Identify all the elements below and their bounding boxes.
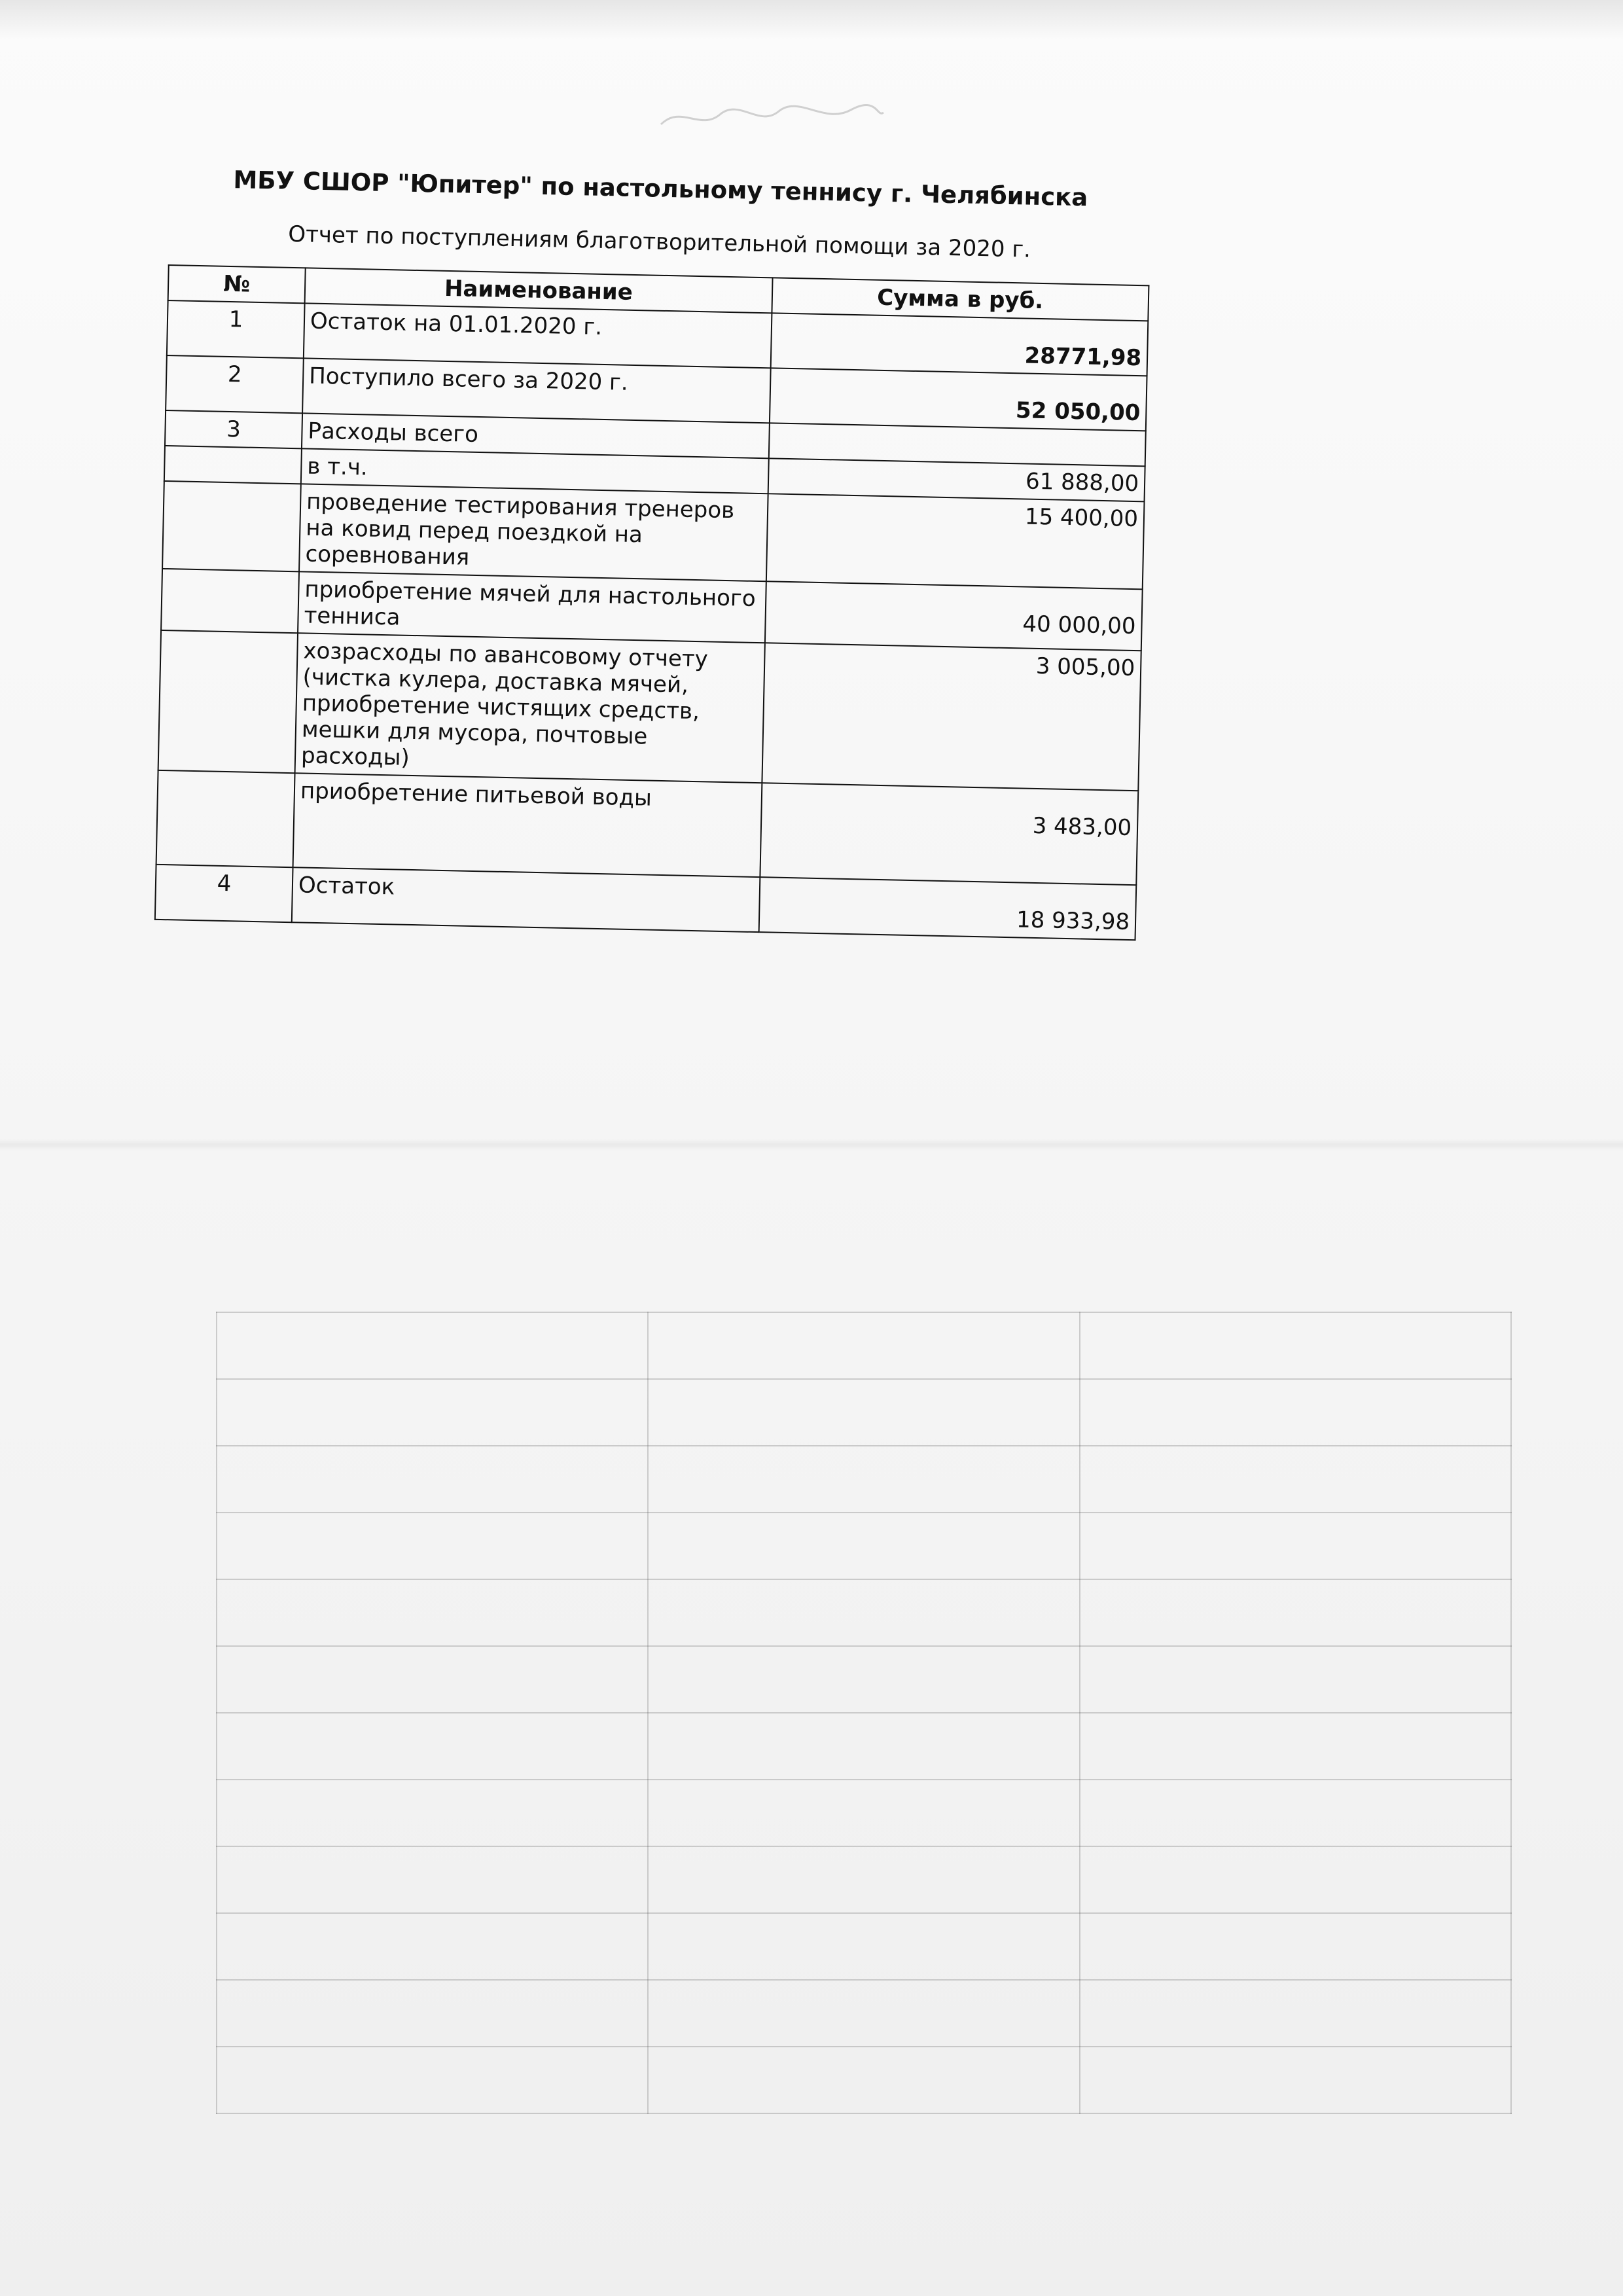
row-sum-cell xyxy=(765,581,1143,651)
handwritten-mark xyxy=(654,98,890,137)
row-sum-cell xyxy=(770,313,1148,376)
row-sum: 15 400,00 xyxy=(766,493,1144,589)
row-name: приобретение питьевой воды xyxy=(293,773,762,877)
table-row xyxy=(158,630,1141,791)
column-header-name: Наименование xyxy=(305,268,773,313)
bleed-through-reverse-side xyxy=(216,1158,1512,2114)
row-name: Поступило всего за 2020 г. xyxy=(302,358,770,423)
bleed-through-table xyxy=(216,1312,1512,2114)
column-header-sum: Сумма в руб. xyxy=(772,278,1149,321)
paper-fold-crease xyxy=(0,1139,1623,1151)
row-number: 2 xyxy=(166,355,304,413)
row-number xyxy=(162,481,301,571)
row-sum: 18 933,98 xyxy=(1016,906,1130,935)
row-sum: 3 483,00 xyxy=(1032,812,1132,842)
document-body xyxy=(122,164,1158,941)
row-number: 1 xyxy=(167,300,305,358)
scan-edge-shadow xyxy=(0,0,1623,39)
row-number: 4 xyxy=(155,865,293,922)
row-sum-cell xyxy=(758,877,1136,940)
row-number xyxy=(158,630,298,773)
row-sum: 40 000,00 xyxy=(1022,611,1136,640)
row-name: Остаток xyxy=(292,867,760,932)
row-name: проведение тестирования тренеров на ковид перед поездкой на соревнования xyxy=(299,484,768,581)
row-name: в т.ч. xyxy=(301,448,769,493)
row-name: Расходы всего xyxy=(302,413,770,458)
row-sum-cell xyxy=(770,368,1147,431)
row-number xyxy=(156,770,295,867)
row-number xyxy=(164,446,302,484)
row-number: 3 xyxy=(165,410,302,448)
row-sum: 28771,98 xyxy=(1024,342,1142,372)
donation-report-table xyxy=(154,264,1150,941)
organization-title: МБУ СШОР "Юпитер" по настольному теннису г. Челябинска xyxy=(233,166,1088,212)
row-name: хозрасходы по авансовому отчету (чистка кулера, доставка мячей, приобретение чистящих средств, мешки для мусора, почтовые расходы) xyxy=(295,633,765,783)
row-sum: 3 005,00 xyxy=(762,643,1141,791)
row-sum: 61 888,00 xyxy=(768,458,1145,501)
row-name: Остаток на 01.01.2020 г. xyxy=(304,303,772,368)
column-header-number: № xyxy=(168,265,306,303)
report-title: Отчет по поступлениям благотворительной помощи за 2020 г. xyxy=(287,221,1031,263)
row-number xyxy=(161,569,299,633)
row-sum-cell xyxy=(760,783,1138,885)
row-sum: 52 050,00 xyxy=(1015,397,1141,427)
row-name: приобретение мячей для настольного тенниса xyxy=(298,571,766,643)
